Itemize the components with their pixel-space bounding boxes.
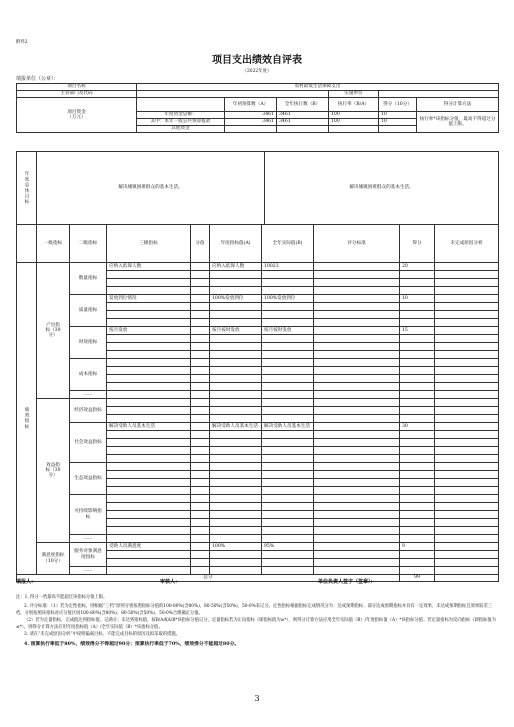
quantity-actual: 10023: [262, 263, 314, 271]
social-label: 社会效益指标: [70, 423, 107, 463]
time-score: 15: [400, 327, 435, 335]
funds-row-general-budget: 3461: [225, 119, 277, 126]
header-weight: 分值: [191, 225, 210, 263]
col-score: 得分（10分）: [379, 98, 417, 112]
unit-label: 填报单位（公章）：: [16, 76, 59, 82]
funds-row-total-budget: 3461: [225, 112, 277, 119]
reviewer-label: 审核人：: [160, 579, 181, 585]
funds-row-total-rate: 100: [329, 112, 379, 119]
time-l3: 按月发放: [107, 327, 191, 335]
header-reason: 未完成原因分析: [435, 225, 499, 263]
satisfaction-l3: 受助人员满意度: [107, 543, 191, 551]
satisfaction-target: 100%: [210, 543, 262, 551]
goal-label-cell: [17, 152, 37, 225]
project-info-table: [16, 83, 499, 133]
quality-actual: 100%发放到位: [262, 295, 314, 303]
col-exec: 全年执行数（B）: [277, 98, 329, 112]
output-label-cell: [37, 263, 70, 399]
header-standard: 评分标准: [314, 225, 400, 263]
funds-row-total-score: 10: [379, 112, 417, 119]
note-5: 4. 预算执行率低于80%，绩效得分不得超过90分；预算执行率低于70%，绩效得分不能超过80分。: [24, 641, 240, 647]
year-label: （2022年度）: [242, 69, 272, 74]
attachment-label: 附件2: [16, 40, 28, 45]
header-actual: 全年实际值(B): [262, 225, 314, 263]
col-budget: 年初预算数（A）: [225, 98, 277, 112]
total-label: 总分: [17, 575, 400, 582]
funds-header-blank: [137, 98, 225, 112]
output-ellipsis: ……: [70, 391, 107, 399]
header-blank: [17, 225, 37, 263]
satisfaction-label: 满意度指标（10分）: [41, 553, 65, 564]
project-name-value: 农村最低生活保障支出: [137, 84, 499, 91]
quality-target: 100%发放到位: [210, 295, 262, 303]
social-score: 30: [400, 423, 435, 431]
header-l3: 三级指标: [107, 225, 191, 263]
satisfaction-label-cell: [37, 543, 70, 575]
quality-l3: 发放到位情况: [107, 295, 191, 303]
time-label: 时效指标: [70, 327, 107, 359]
quality-label: 质量指标: [70, 295, 107, 327]
note-1: 注：1. 得分一档最高不能超过该指标分值上限。: [16, 595, 108, 600]
perf-label-cell: [17, 263, 37, 575]
satisfaction-actual: 95%: [262, 543, 314, 551]
funds-row-general-rate: 100: [329, 119, 379, 126]
satisfaction-l2: 服务对象满意度指标: [70, 543, 107, 567]
leader-label: 单位负责人签字（签章）：: [318, 579, 376, 585]
total-score: 99: [400, 575, 435, 582]
quantity-label: 数量指标: [70, 263, 107, 295]
goal-label: 年度总体目标: [24, 171, 30, 205]
funds-row-general-score: 10: [379, 119, 417, 126]
project-name-label: 项目名称: [17, 84, 137, 91]
perf-label: 绩效指标: [24, 407, 30, 430]
benefit-label-cell: [37, 399, 70, 543]
ecology-label: 生态效益指标: [70, 463, 107, 495]
impl-value: [379, 91, 499, 98]
goal-planned: 解决城镇困难群众的基本生活。: [37, 152, 265, 225]
satisfaction-score: 9: [400, 543, 435, 551]
header-target: 年度指标值(A): [210, 225, 262, 263]
header-l1: 一级指标: [37, 225, 70, 263]
header-score: 得分: [400, 225, 435, 263]
col-method: 得分计算方法: [417, 98, 499, 112]
dept-value: [137, 91, 329, 98]
economic-label: 经济效益指标: [70, 399, 107, 423]
benefit-label: 效益指标（30分）: [45, 462, 61, 479]
col-rate: 执行率（B/A）: [329, 98, 379, 112]
page-number: 3: [254, 694, 260, 703]
goal-actual: 解决城镇困难群众的基本生活。: [265, 152, 499, 225]
note-4: 3. 请在“未完成原因分析”中说明偏离目标、不能完成目标的原因及拟采取的措施。: [24, 632, 180, 637]
funds-row-other-budget: [225, 126, 277, 133]
goal-table: [16, 151, 499, 225]
quality-score: 10: [400, 295, 435, 303]
quantity-target: 应纳入低保人数: [210, 263, 262, 271]
notes: [16, 594, 498, 648]
benefit-ellipsis: ……: [70, 535, 107, 543]
funds-row-other-label: 其他资金: [137, 126, 225, 133]
funds-row-other-exec: [277, 126, 329, 133]
social-actual: 解决受助人员基本生活: [262, 423, 314, 431]
funds-row-other-score: [379, 126, 417, 133]
funds-label: 项目资金 （万元）: [17, 98, 137, 133]
impl-label: 实施单位: [329, 91, 379, 98]
funds-row-general-label: 其中：本年一般公共预算拨款: [137, 119, 225, 126]
quantity-l3: 应纳入低保人数: [107, 263, 191, 271]
social-target: 解决受助人员基本生活: [210, 423, 262, 431]
sustain-label: 可持续影响指标: [70, 495, 107, 535]
cost-label: 成本指标: [70, 359, 107, 391]
quantity-score: 20: [400, 263, 435, 271]
funds-row-general-exec: 3461: [277, 119, 329, 126]
funds-row-total-exec: 3461: [277, 112, 329, 119]
method-text: 执行率*该指标分值，最高不得超过分值上限。: [417, 112, 499, 133]
funds-row-total-label: 年度资金总额：: [137, 112, 225, 119]
dept-label: 主管部门及代码: [17, 91, 137, 98]
funds-row-other-rate: [329, 126, 379, 133]
time-actual: 按月按时发放: [262, 327, 314, 335]
output-label: 产出指标（30分）: [45, 322, 61, 339]
note-3: （2）若为定量指标，完成值达到指标值，记满分；未达到指标值，按B/A或A/B*该指标分值记分。定量指标若为正向指标（即指标值为≥*），则得分计算方法应用全年实际值（B）/年度指标值（A）*该指标分值；若定量指标为反向指标（即指标值为≤*），则得分计算方法应用年度指标值（A）/全年实际值（B）*该指标分值。: [16, 618, 497, 630]
social-l3: 解决受助人员基本生活: [107, 423, 191, 431]
page-title: 项目支出绩效自评表: [212, 55, 302, 66]
time-target: 按月按时发放: [210, 327, 262, 335]
header-l2: 二级指标: [70, 225, 107, 263]
note-2: 2. 评分标准：（1）若为定性指标，则根据“三档”原则分别按照指标分值的100-80%(含80%)、80-50%(含50%)、50-0%来记分。定性指标根据指标完成情况分为：达成预期指标、部分达成预期指标并具有一定效果、未达成预期指标且效果较差三档，分别按照该指标对应分值区间100-80%(含80%)、80-50%(含50%)、50-0%合理确定分值。: [16, 604, 493, 616]
filler-label: 填报人：: [16, 579, 37, 585]
satisfaction-ellipsis: ……: [70, 567, 107, 575]
indicator-table: [16, 224, 499, 582]
